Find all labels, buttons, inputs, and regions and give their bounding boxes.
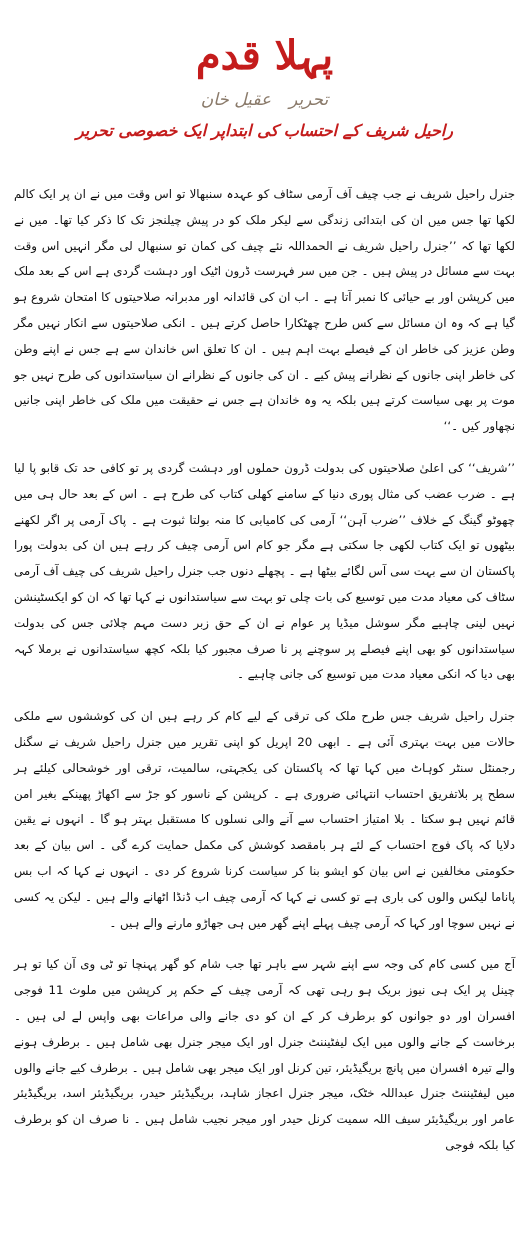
article-subtitle: راحیل شریف کے احتساب کی ابتداپر ایک خصوصی تحریر — [75, 121, 454, 140]
article-byline — [0, 88, 529, 112]
article-body — [14, 182, 515, 1159]
byline-prefix: تحریر — [289, 90, 329, 110]
article-headline: پہلا قدم — [195, 32, 334, 79]
article-paragraph: ’’شریف‘‘ کی اعلیٰ صلاحیتوں کی بدولت ڈرون حملوں اور دہشت گردی پر تو کافی حد تک قابو پا لیا ہے ۔ ضرب عضب کی مثال پوری دنیا کے سامنے کھلی کتاب کی طرح ہے ۔ اس کے بعد حال ہی میں چھوٹو گینگ کے خلاف ’’ضرب آہن‘‘ آرمی کی کامیابی کا منہ بولتا ثبوت ہے ۔ پاک آرمی پر اگر لکھنے بیٹھوں تو ایک کتاب لکھی جا سکتی ہے مگر جو کام اس آرمی چیف کر رہے ہیں ان کی بدولت پورا پاکستان ان سے بہت سی آس لگائے بیٹھا ہے ۔ پچھلے دنوں جب جنرل راحیل شریف کی چیف آف آرمی سٹاف کی معیاد مدت میں توسیع کی بات چلی تو بہت سے سیاستدانوں نے کہا تھا کہ ان کو ایکسٹینشن نہیں لینی چاہیے مگر سوشل میڈیا پر عوام نے ان کے حق زبر دست مہم چلائی جس کی بدولت سیاستدانوں کو بھی اپنے فیصلے پر سوچنے پر نا صرف مجبور کیا بلکہ کچھ سیاستدانوں نے برملا کہہ بھی دیا کہ انکی معیاد مدت میں توسیع کی جانی چاہیے ۔ — [14, 460, 515, 682]
article-paragraph: جنرل راحیل شریف جس طرح ملک کی ترقی کے لیے کام کر رہے ہیں ان کی کوششوں سے ملکی حالات میں بہت بہتری آئی ہے ۔ ابھی 20 اپریل کو اپنی تقریر میں جنرل راحیل شریف نے سگنل رجمنٹل سنٹر کوہاٹ میں کہا تھا کہ پاکستان کی یکجہتی، سالمیت، ترقی اور خوشحالی کیلئے ہر سطح پر بلاتفریق احتساب انتہائی ضروری ہے ۔ کرپشن کے ناسور کو جڑ سے اکھاڑ پھینکے بغیر امن قائم نہیں ہو سکتا ۔ بلا امتیاز احتساب سے آنے والی نسلوں کا مستقبل بہتر ہو گا ۔ انہوں نے یقین دلایا کہ پاک فوج احتساب کے لئے ہر بامقصد کوشش کی مکمل حمایت کرے گی ۔ اس بیان کے بعد حکومتی مخالفین نے اس بیان کو ایشو بنا کر سیاست کرنا شروع کر دی ۔ انہوں نے کہا کہ اب بس پاناما لیکس والوں کی باری ہے تو کسی نے کہا کہ آرمی چیف اب ڈنڈا اٹھانے والے ہیں ۔ لیکن یہ کسی نے نہیں سوچا اور کہا کہ آرمی چیف پہلے اپنے گھر میں ہی جھاڑو مارنے والے ہیں ۔ — [14, 709, 515, 930]
article-paragraph: جنرل راحیل شریف نے جب چیف آف آرمی سٹاف کو عہدہ سنبھالا تو اس وقت میں نے ان پر ایک کالم لکھا تھا جس میں ان کی ابتدائی زندگی سے لیکر ملک کو در پیش چیلنجز تک کا ذکر کیا تھا۔ میں نے لکھا تھا کہ ’’جنرل راحیل شریف نے الحمداللہ نئے چیف کی کمان تو سنبھال لی مگر انہیں اس وقت بہت سے مسائل در پیش ہیں ۔ جن میں سر فہرست ڈرون اٹیک اور دہشت گردی ہے اس کے بعد ملک میں کرپشن اور بے حیائی کا نمبر آتا ہے ۔ اب ان کی قائدانہ اور مدبرانہ صلاحیتوں کا امتحان شروع ہو گیا ہے کہ وہ ان مسائل سے کس طرح چھٹکارا حاصل کرتے ہیں ۔ انکی صلاحیتوں سے انکار نہیں مگر وطن عزیز کی خاطر ان کے فیصلے بہت اہم ہیں ۔ ان کا تعلق اس خاندان سے ہے جس نے اپنے وطن کی خاطر اپنی جانوں کے نظرانے پیش کیے ۔ ان کی جانوں کے نظرانے ان سیاستدانوں کی طرح نہیں جو موت پر بھی سیاست کرتے ہیں بلکہ یہ وہ خاندان ہے جس نے حقیقت میں ملک کی خاطر اپنی جانیں نچھاور کیں ۔‘‘ — [14, 187, 515, 434]
byline-author: عقیل خان — [200, 90, 272, 110]
article-paragraph: آج میں کسی کام کی وجہ سے اپنے شہر سے باہر تھا جب شام کو گھر پہنچا تو ٹی وی آن کیا تو ہر چینل پر ایک ہی نیوز بریک ہو رہی تھی کہ آرمی چیف کے حکم پر کرپشن میں ملوث 11 فوجی افسران اور دو جوانوں کو برطرف کر کے ان کو دی جانے والی مراعات بھی واپس لے لی ہیں ۔ برخاست کے جانے والوں میں ایک لیفٹیننٹ جنرل اور ایک میجر جنرل بھی شامل ہیں ۔ برطرف ہونے والے تیرہ افسران میں پانچ بریگیڈیئر، تین کرنل اور ایک میجر بھی شامل ہیں ۔ برطرف کیے جانے والوں میں لیفٹیننٹ جنرل عبداللہ خٹک، میجر جنرل اعجاز شاہد، بریگیڈیئر حیدر، بریگیڈیئر اسد، بریگیڈیئر عامر اور بریگیڈیئر سیف اللہ سمیت کرنل حیدر اور میجر نجیب شامل ہیں ۔ نا صرف ان کو برطرف کیا بلکہ فوجی — [14, 957, 515, 1152]
